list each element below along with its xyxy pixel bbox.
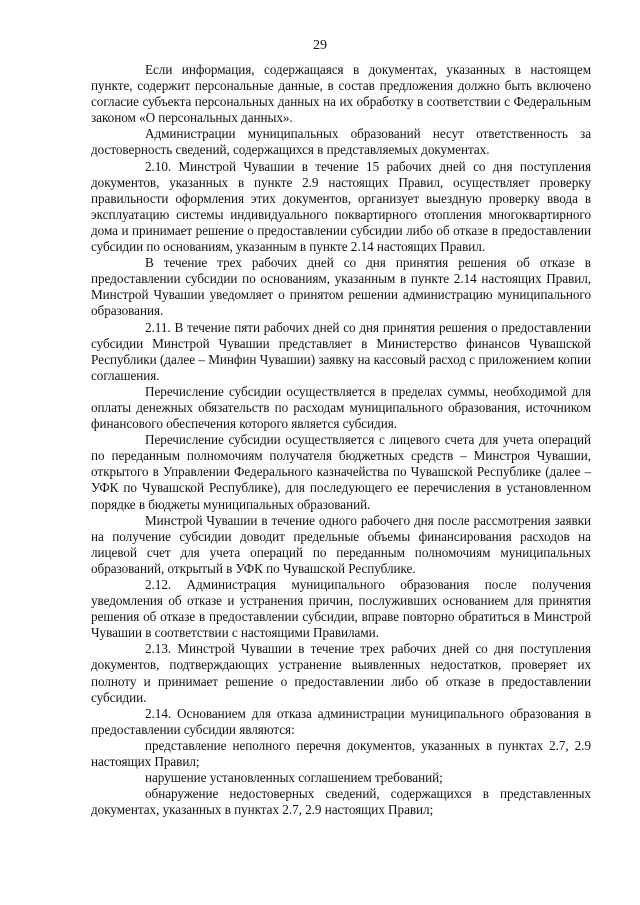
document-body xyxy=(91,62,591,818)
paragraph: Перечисление субсидии осуществляется с лицевого счета для учета операций по переданным полномочиям получателя бюджетных средств – Минстроя Чувашии, открытого в Управлении Федерального казначейства по Чувашской Республике (далее – УФК по Чувашской Республике), для последующего ее перечисления в установленном порядке в бюджеты муниципальных образований. xyxy=(91,432,591,512)
paragraph: В течение трех рабочих дней со дня принятия решения об отказе в предоставлении субсидии по основаниям, указанным в пункте 2.14 настоящих Правил, Минстрой Чувашии уведомляет о принятом решении администрацию муниципального образования. xyxy=(91,255,591,319)
paragraph: 2.11. В течение пяти рабочих дней со дня принятия решения о предоставлении субсидии Минстрой Чувашии представляет в Министерство финансов Чувашской Республики (далее – Минфин Чувашии) заявку на кассовый расход с приложением копии соглашения. xyxy=(91,319,591,383)
paragraph: 2.13. Минстрой Чувашии в течение трех рабочих дней со дня поступления документов, подтверждающих устранение выявленных недостатков, проверяет их полноту и принимает решение о предоставлении либо об отказе в предоставлении субсидии. xyxy=(91,641,591,705)
paragraph: Если информация, содержащаяся в документах, указанных в настоящем пункте, содержит персональные данные, в состав предложения должно быть включено согласие субъекта персональных данных на их обработку в соответствии с Федеральным законом «О персональных данных». xyxy=(91,62,591,126)
list-item: представление неполного перечня документов, указанных в пунктах 2.7, 2.9 настоящих Правил; xyxy=(91,737,591,770)
list-item: нарушение установленных соглашением требований; xyxy=(145,770,443,786)
paragraph: Минстрой Чувашии в течение одного рабочего дня после рассмотрения заявки на получение субсидии доводит предельные объемы финансирования расходов на лицевой счет для учета операций по переданным полномочиям муниципальных образований, открытый в УФК по Чувашской Республике. xyxy=(91,512,591,576)
paragraph: 2.12. Администрация муниципального образования после получения уведомления об отказе и устранения причин, послуживших основанием для принятия решения об отказе в предоставлении субсидии, вправе повторно обратиться в Минстрой Чувашии в соответствии с настоящими Правилами. xyxy=(91,577,591,641)
paragraph: Администрации муниципальных образований несут ответственность за достоверность сведений, содержащихся в представляемых документах. xyxy=(91,126,591,158)
paragraph: Перечисление субсидии осуществляется в пределах суммы, необходимой для оплаты денежных обязательств по расходам муниципального образования, источником финансового обеспечения которого является субсидия. xyxy=(91,383,591,432)
page-number: 29 xyxy=(313,38,327,53)
paragraph: 2.14. Основанием для отказа администрации муниципального образования в предоставлении субсидии являются: xyxy=(91,705,591,737)
paragraph: 2.10. Минстрой Чувашии в течение 15 рабочих дней со дня поступления документов, указанных в пункте 2.9 настоящих Правил, осуществляет проверку правильности оформления этих документов, организует выездную проверку ввода в эксплуатацию системы индивидуального поквартирного отопления многоквартирного дома и принимает решение о предоставлении субсидии либо об отказе в предоставлении субсидии по основаниям, указанным в пункте 2.14 настоящих Правил. xyxy=(91,158,591,255)
list-item: обнаружение недостоверных сведений, содержащихся в представленных документах, указанных в пунктах 2.7, 2.9 настоящих Правил; xyxy=(91,786,591,818)
